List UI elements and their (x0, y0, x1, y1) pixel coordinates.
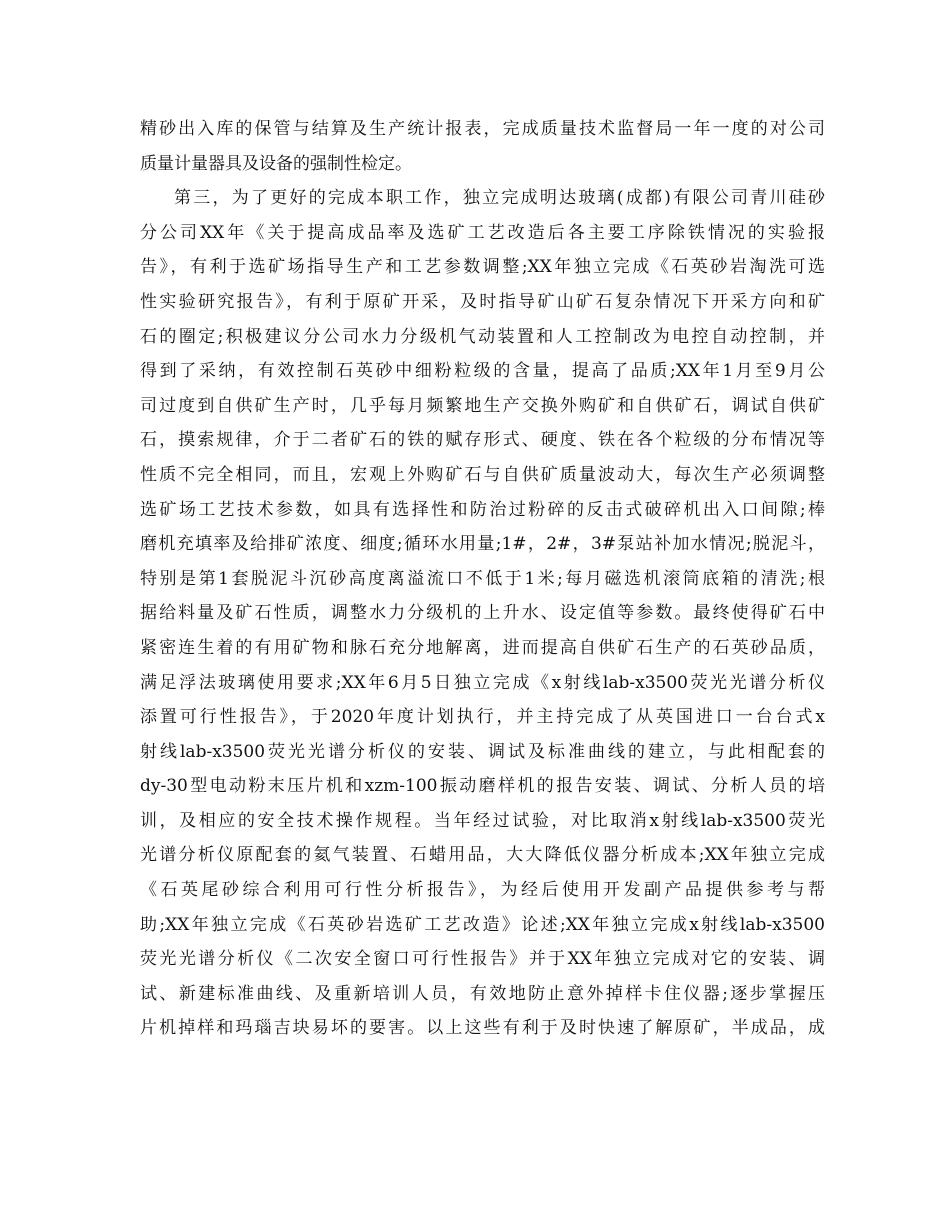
text-line: 《石英尾砂综合利用可行性分析报告》，为经后使用开发副产品提供参考与帮 (140, 880, 825, 901)
text-line: 石的圈定;积极建议分公司水力分级机气动装置和人工控制改为电控自动控制，并 (140, 326, 825, 347)
body-text (140, 112, 825, 1046)
text-line: 得到了采纳，有效控制石英砂中细粉粒级的含量，提高了品质;XX年1月至9月公 (140, 361, 825, 382)
text-line: 磨机充填率及给排矿浓度、细度;循环水用量;1#，2#，3#泵站补加水情况;脱泥斗， (140, 534, 825, 555)
text-line: 满足浮法玻璃使用要求;XX年6月5日独立完成《x射线lab-x3500荧光光谱分析仪 (140, 672, 825, 693)
text-line: 精砂出入库的保管与结算及生产统计报表，完成质量技术监督局一年一度的对公司 (140, 119, 825, 139)
text-line: 助;XX年独立完成《石英砂岩选矿工艺改造》论述;XX年独立完成x射线lab-x3500 (140, 914, 825, 935)
text-line: 紧密连生着的有用矿物和脉石充分地解离，进而提高自供矿石生产的石英砂品质， (140, 637, 825, 658)
text-line: dy-30型电动粉末压片机和xzm-100振动磨样机的报告安装、调试、分析人员的培 (140, 776, 825, 797)
text-line: 片机掉样和玛瑙吉块易坏的要害。以上这些有利于及时快速了解原矿，半成品，成 (140, 1018, 825, 1039)
text-line: 质量计量器具及设备的强制性检定。 (140, 153, 412, 174)
text-line: 特别是第1套脱泥斗沉砂高度离溢流口不低于1米;每月磁选机滚筒底箱的清洗;根 (140, 568, 825, 589)
text-line: 添置可行性报告》，于2020年度计划执行，并主持完成了从英国进口一台台式x (140, 707, 825, 728)
text-line: 光谱分析仪原配套的氦气装置、石蜡用品，大大降低仪器分析成本;XX年独立完成 (140, 845, 825, 866)
text-line: 射线lab-x3500荧光光谱分析仪的安装、调试及标准曲线的建立，与此相配套的 (140, 741, 825, 762)
text-line: 训，及相应的安全技术操作规程。当年经过试验，对比取消x射线lab-x3500荧光 (140, 810, 825, 831)
text-line: 据给料量及矿石性质，调整水力分级机的上升水、设定值等参数。最终使得矿石中 (140, 603, 825, 624)
text-line: 选矿场工艺技术参数，如具有选择性和防治过粉碎的反击式破碎机出入口间隙;棒 (140, 499, 825, 520)
text-line: 性实验研究报告》，有利于原矿开采，及时指导矿山矿石复杂情况下开采方向和矿 (140, 291, 825, 312)
text-line: 分公司XX年《关于提高成品率及选矿工艺改造后各主要工序除铁情况的实验报 (140, 222, 825, 243)
text-line: 性质不完全相同，而且，宏观上外购矿石与自供矿质量波动大，每次生产必须调整 (140, 464, 825, 485)
paragraph-first-line: 第三，为了更好的完成本职工作，独立完成明达玻璃(成都)有限公司青川硅砂 (174, 188, 825, 209)
text-line: 告》，有利于选矿场指导生产和工艺参数调整;XX年独立完成《石英砂岩淘洗可选 (140, 257, 825, 278)
text-line: 石，摸索规律，介于二者矿石的铁的赋存形式、硬度、铁在各个粒级的分布情况等 (140, 430, 825, 451)
text-line: 荧光光谱分析仪《二次安全窗口可行性报告》并于XX年独立完成对它的安装、调 (140, 949, 825, 970)
text-line: 试、新建标准曲线、及重新培训人员，有效地防止意外掉样卡住仪器;逐步掌握压 (140, 983, 825, 1004)
text-line: 司过度到自供矿生产时，几乎每月频繁地生产交换外购矿和自供矿石，调试自供矿 (140, 395, 825, 416)
